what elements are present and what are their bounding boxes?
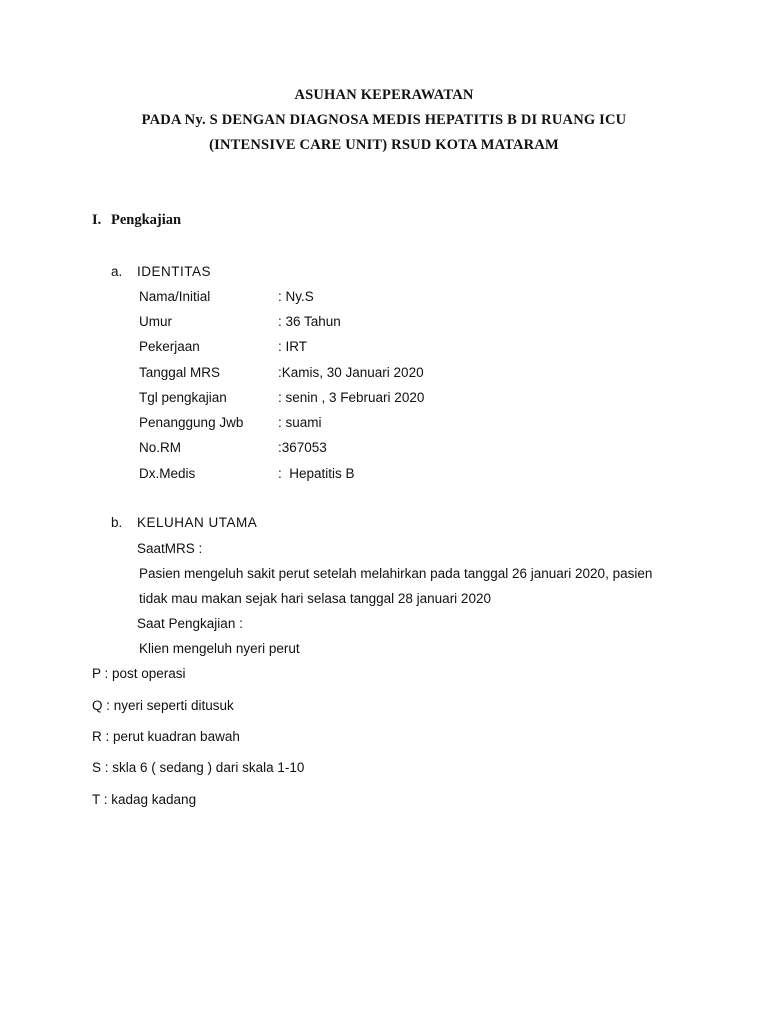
identitas-label: Pekerjaan xyxy=(139,339,200,354)
identitas-value: : Hepatitis B xyxy=(278,466,355,481)
identitas-label: Tgl pengkajian xyxy=(139,390,227,405)
pqrst-item: P : post operasi xyxy=(92,666,186,681)
identitas-value: : senin , 3 Februari 2020 xyxy=(278,390,425,405)
identitas-label: No.RM xyxy=(139,440,182,455)
identitas-value: :367053 xyxy=(278,440,327,455)
saat-mrs-text-line2: tidak mau makan sejak hari selasa tanggal 28 januari 2020 xyxy=(139,591,491,606)
keluhan-heading: KELUHAN UTAMA xyxy=(137,515,258,530)
identitas-marker: a. xyxy=(111,264,123,279)
keluhan-marker: b. xyxy=(111,515,123,530)
identitas-label: Penanggung Jwb xyxy=(139,415,244,430)
saat-mrs-text-line1: Pasien mengeluh sakit perut setelah melahirkan pada tanggal 26 januari 2020, pasien xyxy=(139,566,653,581)
document-title-line2: PADA Ny. S DENGAN DIAGNOSA MEDIS HEPATITIS B DI RUANG ICU xyxy=(141,112,627,128)
identitas-value: :Kamis, 30 Januari 2020 xyxy=(278,365,424,380)
identitas-label: Tanggal MRS xyxy=(139,365,221,380)
saat-pengkajian-text: Klien mengeluh nyeri perut xyxy=(139,641,300,656)
identitas-value: : 36 Tahun xyxy=(278,314,341,329)
saat-pengkajian-label: Saat Pengkajian : xyxy=(137,616,243,631)
identitas-value: : suami xyxy=(278,415,322,430)
pqrst-item: S : skla 6 ( sedang ) dari skala 1-10 xyxy=(92,760,305,775)
saat-mrs-label: SaatMRS : xyxy=(137,541,203,556)
identitas-label: Dx.Medis xyxy=(139,466,196,481)
identitas-value: : IRT xyxy=(278,339,308,354)
identitas-heading: IDENTITAS xyxy=(137,264,212,279)
section-title: Pengkajian xyxy=(111,212,182,228)
identitas-label: Umur xyxy=(139,314,172,329)
document-title-line3: (INTENSIVE CARE UNIT) RSUD KOTA MATARAM xyxy=(209,137,559,153)
identitas-label: Nama/Initial xyxy=(139,289,211,304)
document-title-line1: ASUHAN KEPERAWATAN xyxy=(294,87,474,103)
section-number: I. xyxy=(92,212,102,228)
pqrst-item: T : kadag kadang xyxy=(92,792,197,807)
pqrst-item: Q : nyeri seperti ditusuk xyxy=(92,698,234,713)
identitas-value: : Ny.S xyxy=(278,289,314,304)
pqrst-item: R : perut kuadran bawah xyxy=(92,729,240,744)
